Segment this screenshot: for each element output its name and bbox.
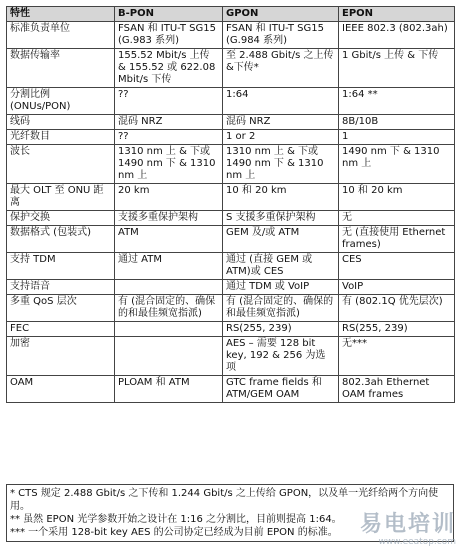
epon-cell: 无 (直接使用 Ethernet frames) [339,226,455,253]
gpon-cell: 混码 NRZ [223,115,339,130]
table-row [7,130,455,145]
row-feature-cell: OAM [7,376,115,403]
gpon-cell: 1 or 2 [223,130,339,145]
table-row [7,49,455,88]
gpon-cell: RS(255, 239) [223,322,339,337]
epon-cell: 1490 nm 下 & 1310 nm 上 [339,145,455,184]
epon-cell: 有 (802.1Q 优先层次) [339,295,455,322]
bpon-cell: ?? [115,130,223,145]
header-epon: EPON [339,7,455,22]
gpon-cell: 通过 (直接 GEM 或 ATM)或 CES [223,253,339,280]
epon-cell: 10 和 20 km [339,184,455,211]
header-feature: 特性 [7,7,115,22]
bpon-cell: 1310 nm 上 & 下或 1490 nm 下 & 1310 nm 上 [115,145,223,184]
watermark-title: 易电培训 [359,512,456,537]
bpon-cell: FSAN 和 ITU-T SG15 (G.983 系列) [115,22,223,49]
watermark-url: www.eeatop.com [378,537,456,547]
pon-comparison-table [6,6,455,403]
table-row [7,253,455,280]
table-row [7,295,455,322]
row-feature-cell: 分割比例 (ONUs/PON) [7,88,115,115]
row-feature-cell: 支持 TDM [7,253,115,280]
epon-cell: 无*** [339,337,455,376]
bpon-cell: 支援多重保护架构 [115,211,223,226]
epon-cell: VoIP [339,280,455,295]
gpon-cell: 1310 nm 上 & 下或 1490 nm 下 & 1310 nm 上 [223,145,339,184]
bpon-cell: PLOAM 和 ATM [115,376,223,403]
gpon-cell: 10 和 20 km [223,184,339,211]
row-feature-cell: 支持语音 [7,280,115,295]
bpon-cell [115,337,223,376]
comparison-document [6,6,454,403]
gpon-cell: GEM 及/或 ATM [223,226,339,253]
row-feature-cell: 保护交换 [7,211,115,226]
table-row [7,184,455,211]
row-feature-cell: 加密 [7,337,115,376]
row-feature-cell: 多重 QoS 层次 [7,295,115,322]
header-gpon: GPON [223,7,339,22]
bpon-cell: 通过 ATM [115,253,223,280]
table-row [7,211,455,226]
gpon-cell: AES – 需要 128 bit key, 192 & 256 为选项 [223,337,339,376]
header-row [7,7,455,22]
bpon-cell: ?? [115,88,223,115]
table-row [7,115,455,130]
row-feature-cell: 光纤数目 [7,130,115,145]
epon-cell: 1 Gbit/s 上传 & 下传 [339,49,455,88]
epon-cell: IEEE 802.3 (802.3ah) [339,22,455,49]
row-feature-cell: 最大 OLT 至 ONU 距离 [7,184,115,211]
gpon-cell: GTC frame fields 和 ATM/GEM OAM [223,376,339,403]
gpon-cell: 至 2.488 Gbit/s 之上传&下传* [223,49,339,88]
table-row [7,22,455,49]
row-feature-cell: 线码 [7,115,115,130]
bpon-cell [115,322,223,337]
epon-cell: 8B/10B [339,115,455,130]
epon-cell: 802.3ah Ethernet OAM frames [339,376,455,403]
table-row [7,226,455,253]
footnote-3: *** 一个采用 128-bit key AES 的公司协定已经成为目前 EPON 的标准。 [10,527,338,538]
row-feature-cell: 标准负责单位 [7,22,115,49]
epon-cell: RS(255, 239) [339,322,455,337]
table-body [7,22,455,403]
bpon-cell: 20 km [115,184,223,211]
bpon-cell: 有 (混合固定的、确保的和最佳频宽指派) [115,295,223,322]
table-row [7,376,455,403]
row-feature-cell: 数据格式 (包装式) [7,226,115,253]
footnote-1: * CTS 规定 2.488 Gbit/s 之下传和 1.244 Gbit/s 之上传给 GPON，以及单一光纤给两个方向使用。 [10,488,439,512]
bpon-cell: 155.52 Mbit/s 上传 & 155.52 或 622.08 Mbit/s 下传 [115,49,223,88]
bpon-cell: ATM [115,226,223,253]
row-feature-cell: 波长 [7,145,115,184]
row-feature-cell: 数据传输率 [7,49,115,88]
row-feature-cell: FEC [7,322,115,337]
gpon-cell: 1:64 [223,88,339,115]
header-bpon: B-PON [115,7,223,22]
epon-cell: 1:64 ** [339,88,455,115]
table-row [7,337,455,376]
bpon-cell [115,280,223,295]
gpon-cell: S 支援多重保护架构 [223,211,339,226]
table-row [7,145,455,184]
table-row [7,280,455,295]
table-row [7,322,455,337]
epon-cell: 无 [339,211,455,226]
watermark-logo [360,513,456,547]
footnote-2: ** 虽然 EPON 光学参数开始之设计在 1:16 之分割比，目前则提高 1:64。 [10,514,342,525]
bpon-cell: 混码 NRZ [115,115,223,130]
gpon-cell: FSAN 和 ITU-T SG15 (G.984 系列) [223,22,339,49]
epon-cell: 1 [339,130,455,145]
gpon-cell: 有 (混合固定的、确保的和最佳频宽指派) [223,295,339,322]
gpon-cell: 通过 TDM 或 VoIP [223,280,339,295]
epon-cell: CES [339,253,455,280]
table-row [7,88,455,115]
